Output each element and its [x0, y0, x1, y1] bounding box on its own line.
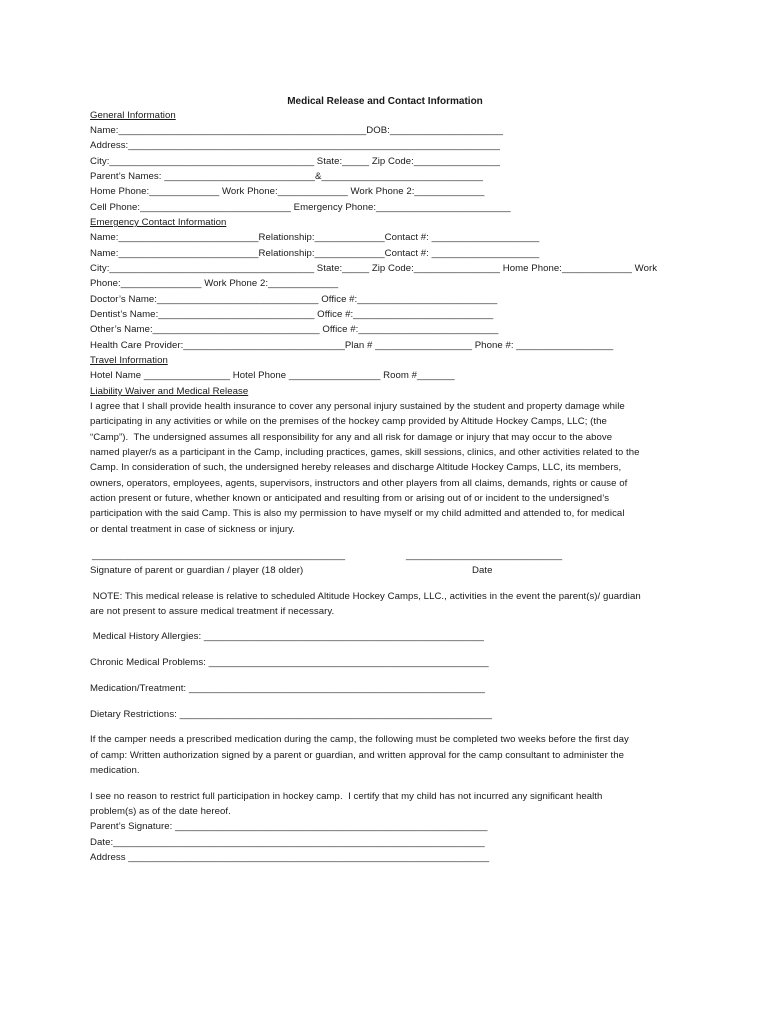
liability-text-line: Camp. In consideration of such, the undersigned hereby releases and discharge Altitude Hockey Camps, LLC, its members,: [90, 462, 622, 473]
address-field[interactable]: Address:_____________________________________________________________________: [90, 140, 500, 151]
health-care-provider-field[interactable]: Health Care Provider:______________________________Plan # __________________ Phone #: __________________: [90, 340, 614, 351]
doctor-name-field[interactable]: Doctor’s Name:______________________________ Office #:__________________________: [90, 294, 498, 305]
certify-date-field[interactable]: Date:_____________________________________________________________________: [90, 837, 485, 848]
city-state-zip-field[interactable]: City:______________________________________ State:_____ Zip Code:________________: [90, 156, 501, 167]
medical-allergies-field[interactable]: Medical History Allergies: ____________________________________________________: [90, 631, 484, 642]
certify-address-field[interactable]: Address ___________________________________________________________________: [90, 852, 490, 863]
liability-text-line: or dental treatment in case of sickness or injury.: [90, 524, 295, 535]
liability-text-line: participating in any activities or while on the premises of the hockey camp provided by Altitude Hockey Camps, LLC; (the: [90, 416, 607, 427]
liability-text-line: named player/s as a participant in the Camp, including practices, games, skill sessions, clinics, and other activities related to the: [90, 447, 640, 458]
emergency-contact-heading: Emergency Contact Information: [90, 217, 227, 228]
prescription-text-line: If the camper needs a prescribed medication during the camp, the following must be completed two weeks before the first day: [90, 734, 629, 745]
signature-label: Signature of parent or guardian / player (18 older): [90, 565, 304, 576]
date-label: Date: [472, 565, 493, 576]
chronic-problems-field[interactable]: Chronic Medical Problems: ____________________________________________________: [90, 657, 489, 668]
certify-text-line: I see no reason to restrict full participation in hockey camp. I certify that my child has not incurred any significant health: [90, 791, 603, 802]
medication-field[interactable]: Medication/Treatment: _______________________________________________________: [90, 683, 486, 694]
dentist-name-field[interactable]: Dentist’s Name:_____________________________ Office #:__________________________: [90, 309, 494, 320]
liability-text-line: owners, operators, employees, agents, supervisors, instructors and other players from all claims, demands, rights or cause of: [90, 478, 628, 489]
phones-field[interactable]: Home Phone:_____________ Work Phone:_____________ Work Phone 2:_____________: [90, 186, 485, 197]
liability-text-line: I agree that I shall provide health insurance to cover any personal injury sustained by the student and property damage while: [90, 401, 625, 412]
date-line[interactable]: _____________________________: [406, 550, 563, 561]
liability-text-line: action present or future, whether known or anticipated and resulting from or arising out of or incident to the undersigned’s: [90, 493, 610, 504]
liability-text-line: “Camp”). The undersigned assumes all responsibility for any and all risk for damage or injury that may occur to the above: [90, 432, 613, 443]
prescription-text-line: medication.: [90, 765, 140, 776]
emergency-contact-2-field[interactable]: Name:__________________________Relationship:_____________Contact #: ____________________: [90, 248, 540, 259]
parent-signature-field[interactable]: Parent’s Signature: __________________________________________________________: [90, 821, 488, 832]
emergency-work-phone-field[interactable]: Phone:_______________ Work Phone 2:_____________: [90, 278, 339, 289]
certify-text-line: problem(s) as of the date hereof.: [90, 806, 231, 817]
hotel-field[interactable]: Hotel Name ________________ Hotel Phone _________________ Room #_______: [90, 370, 455, 381]
dietary-restrictions-field[interactable]: Dietary Restrictions: __________________________________________________________: [90, 709, 492, 720]
cell-emergency-phone-field[interactable]: Cell Phone:____________________________ Emergency Phone:_________________________: [90, 202, 511, 213]
liability-heading: Liability Waiver and Medical Release: [90, 386, 249, 397]
general-info-heading: General Information: [90, 110, 176, 121]
others-name-field[interactable]: Other’s Name:_______________________________ Office #:__________________________: [90, 324, 499, 335]
note-text-line: NOTE: This medical release is relative to scheduled Altitude Hockey Camps, LLC., activities in the event the parent(s)/ guardian: [90, 591, 641, 602]
note-text-line: are not present to assure medical treatment if necessary.: [90, 606, 335, 617]
document-title: Medical Release and Contact Information: [287, 96, 483, 107]
travel-info-heading: Travel Information: [90, 355, 168, 366]
parents-names-field[interactable]: Parent’s Names: ____________________________&______________________________: [90, 171, 484, 182]
emergency-city-field[interactable]: City:______________________________________ State:_____ Zip Code:________________ Home Phone:_____________ Work: [90, 263, 658, 274]
emergency-contact-1-field[interactable]: Name:__________________________Relationship:_____________Contact #: ____________________: [90, 232, 540, 243]
name-dob-field[interactable]: Name:______________________________________________DOB:_____________________: [90, 125, 503, 136]
prescription-text-line: of camp: Written authorization signed by a parent or guardian, and written approval for the camp consultant to administer the: [90, 750, 625, 761]
liability-text-line: participation with the said Camp. This is also my permission to have myself or my child admitted and attended to, for medical: [90, 508, 625, 519]
signature-line[interactable]: _______________________________________________: [92, 550, 346, 561]
